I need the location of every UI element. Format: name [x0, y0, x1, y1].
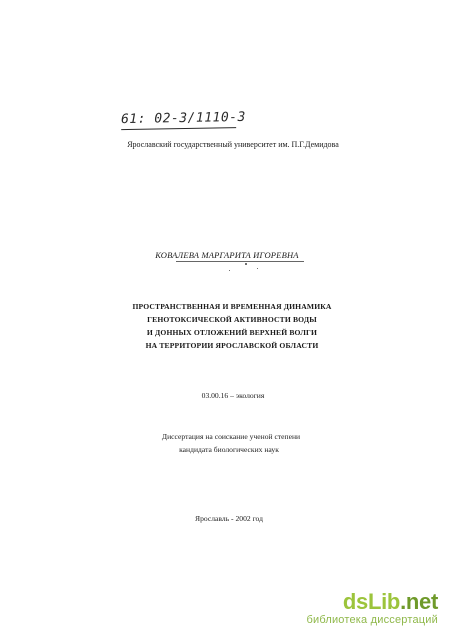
- scan-speck: [257, 268, 258, 269]
- title-line-1: ПРОСТРАНСТВЕННАЯ И ВРЕМЕННАЯ ДИНАМИКА: [132, 302, 332, 311]
- archive-stamp-text: 61: 02-3/1110-3: [120, 109, 247, 128]
- author-name: КОВАЛЕВА МАРГАРИТА ИГОРЕВНА: [155, 250, 299, 260]
- city-year: Ярославль - 2002 год: [195, 514, 263, 523]
- archive-stamp: [121, 110, 246, 127]
- dslib-logo-part1: dsLib: [342, 589, 401, 614]
- title-line-2: ГЕНОТОКСИЧЕСКОЙ АКТИВНОСТИ ВОДЫ: [147, 315, 317, 324]
- dslib-subtitle: библиотека диссертаций: [306, 614, 438, 626]
- specialty-code: 03.00.16 – экология: [201, 391, 265, 400]
- author-underline: [176, 261, 304, 262]
- scan-speck: [229, 270, 230, 271]
- degree-line-2: кандидата биологических наук: [179, 445, 279, 454]
- scan-speck: [245, 263, 247, 265]
- archive-stamp-underline: [121, 127, 236, 130]
- title-line-3: И ДОННЫХ ОТЛОЖЕНИЙ ВЕРХНЕЙ ВОЛГИ: [146, 328, 318, 337]
- degree-line-1: Диссертация на соискание ученой степени: [161, 432, 301, 441]
- dslib-logo[interactable]: [306, 591, 438, 613]
- title-line-4: НА ТЕРРИТОРИИ ЯРОСЛАВСКОЙ ОБЛАСТИ: [145, 341, 319, 350]
- dslib-logo-part2: .net: [400, 589, 438, 614]
- dslib-watermark[interactable]: [306, 591, 438, 626]
- university-name: Ярославский государственный университет им. П.Г.Демидова: [127, 140, 339, 149]
